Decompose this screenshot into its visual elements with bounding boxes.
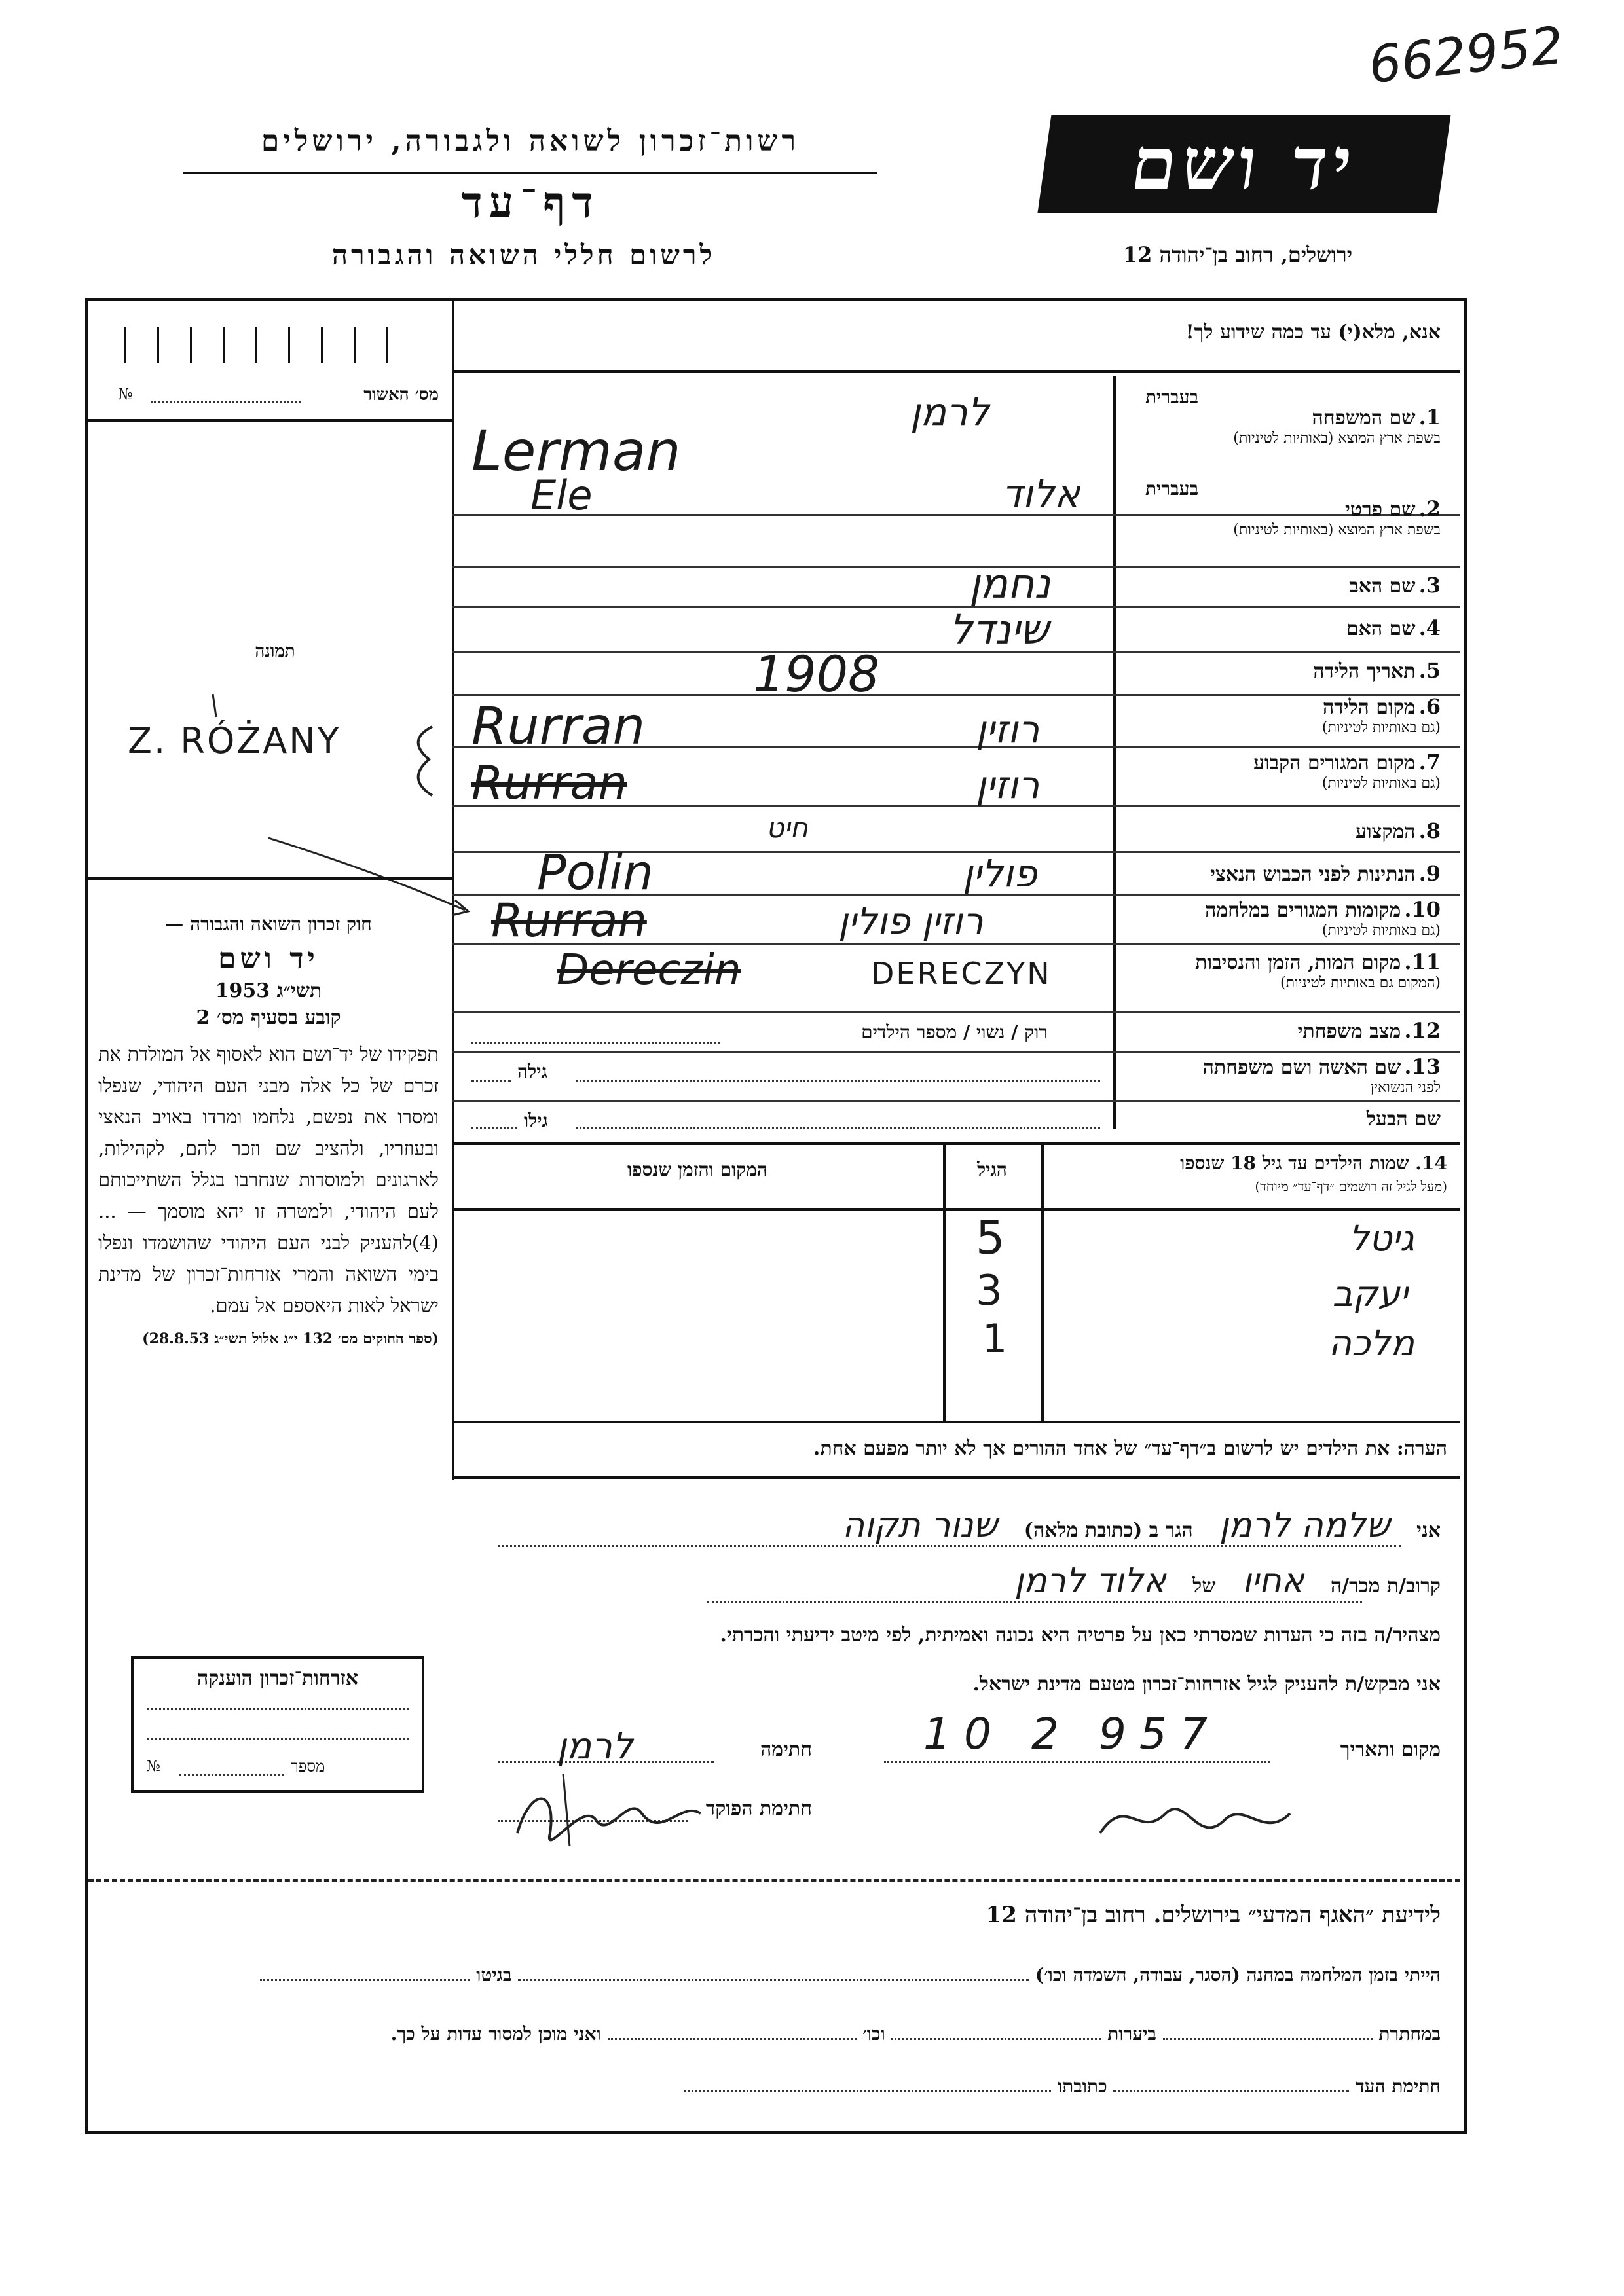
wife-age-label: גילה <box>517 1061 547 1082</box>
death-place-caps: DERECZYN <box>871 956 1052 991</box>
logo: יד ושם <box>1037 115 1450 213</box>
side-note-town: Z. RÓŻANY <box>128 720 341 761</box>
decl-line3: מצהיר/ה בזה כי העדות שמסרתי כאן על פרטיה היא נכונה ואמיתית, לפי מיטב ידיעתי והכרתי. <box>720 1624 1441 1647</box>
law-box <box>98 913 439 1347</box>
camp-field[interactable] <box>518 1979 1029 1981</box>
husband-age-label: גילו <box>524 1110 548 1131</box>
decl-line2: קרוב/ת מכר/ה אחיו של אלוד לרמן <box>1014 1561 1441 1601</box>
residence-latin: Rurran <box>471 756 627 810</box>
field-5-label: 5. תאריך הלידה <box>1313 658 1441 683</box>
field-3-label: 3. שם האב <box>1349 573 1441 598</box>
hebrew-col-label-2: בעברית <box>1145 478 1198 500</box>
birth-date: 1908 <box>753 645 880 703</box>
mother-name: שינדל <box>950 606 1049 653</box>
child-2-age: 3 <box>976 1267 1003 1315</box>
children-row-2 <box>458 1267 1454 1326</box>
children-header-rule <box>452 1208 1460 1211</box>
wife-name-field[interactable] <box>576 1080 1100 1082</box>
certificate-number-label: מספר <box>291 1757 325 1776</box>
given-name-latin: Ele <box>530 471 593 519</box>
birth-place-hebrew: רוזין <box>976 707 1040 752</box>
field-7-label: 7. מקום המגורים הקבוע (גם באותיות לטיניות) <box>1253 750 1441 792</box>
approval-no: № <box>118 385 133 403</box>
birth-place-latin: Rurran <box>471 697 646 756</box>
nationality-hebrew: פולין <box>963 851 1037 896</box>
father-name: נחמן <box>969 560 1051 608</box>
instruction-rule <box>452 370 1460 373</box>
field-12-label: 12. מצב משפחתי <box>1297 1018 1441 1043</box>
hebrew-col-label-1: בעברית <box>1145 386 1198 408</box>
rule-13 <box>452 1100 1460 1102</box>
footer-line3: חתימת העד כתובתו <box>458 2075 1441 2098</box>
forests-field[interactable] <box>891 2038 1101 2040</box>
field-11-label: 11. מקום המות, הזמן והנסיבות (המקום גם באותיות לטיניות) <box>1195 949 1441 991</box>
law-text: תפקידו של יד־ושם הוא לאסוף אל המולדת את זכרם של כל אלה מבני העם היהודי, שנפלו ומסרו את נפשם, נלחמו ומרדו באויב הנאצי ובעוזריו, ולהציב שם וזכר להם, לקהילות, לארגונים ולמוסדות שנחרבו בגלל השתייכותם לעם היהודי, ולמטרה זו יהא מוסמך — ...(4)להעניק לבני העם היהודי שהושמדו ונפלו בימי השואה והמרי אזרחות־זכרון של מדינת ישראל לאות היאספם אל עמם. <box>98 1043 439 1317</box>
children-row-3 <box>458 1316 1454 1375</box>
ghetto-field[interactable] <box>260 1979 470 1981</box>
relation: אחיו <box>1242 1561 1304 1601</box>
law-clause: קובע בסעיף מס׳ 2 <box>196 1006 341 1029</box>
officer-sig-label: חתימת הפוקד <box>705 1797 812 1820</box>
field-2-label: 2. שם פרטי בשפת ארץ המוצא (באותיות לטיניות) <box>1233 496 1441 538</box>
child-1-name: גיטל <box>1348 1218 1414 1259</box>
declarant-address: שנור תקוה <box>842 1506 998 1545</box>
wartime-residence-hebrew: רוזין פולין <box>838 900 984 943</box>
authority-title: רשות־זכרון לשואה ולגבורה, ירושלים <box>261 124 800 158</box>
field-8-label: 8. המקצוע <box>1356 818 1441 843</box>
child-3-name: מלכה <box>1328 1322 1414 1364</box>
date-value: 10 2 957 <box>923 1709 1221 1759</box>
field-6-label: 6. מקום הלידה (גם באותיות לטיניות) <box>1321 694 1441 736</box>
side-note-arrows <box>98 681 491 943</box>
children-place-header: המקום והזמן שנספו <box>627 1159 767 1180</box>
approval-field[interactable] <box>151 401 301 403</box>
certificate-line-1[interactable] <box>147 1708 409 1710</box>
certificate-no: № <box>147 1758 160 1775</box>
decl-line1: אני שלמה לרמן הגר ב (כתובת מלאה) שנור תקוה <box>842 1506 1441 1545</box>
decl-line2-field[interactable] <box>707 1601 1362 1603</box>
decl-line4: אני מבקש/ת להעניק לגיל אזרחות־זכרון מטעם מדינת ישראל. <box>972 1673 1441 1696</box>
field-13-label: 13. שם האשה ושם משפחתה לפני הנשואין <box>1202 1054 1441 1096</box>
approval-barcode <box>124 327 419 363</box>
marital-options: רוק / נשוי / מספר הילדים <box>861 1021 1048 1043</box>
field-1-label: 1. שם המשפחה בשפת ארץ המוצא (באותיות לטיניות) <box>1233 405 1441 446</box>
law-title: חוק זכרון השואה והגבורה — <box>165 913 372 935</box>
instruction: אנא, מלא(י) עד כמה שידוע לך! <box>1185 321 1441 344</box>
footer-separator <box>88 1879 1460 1882</box>
remark-rule <box>452 1476 1460 1479</box>
field-9-label: 9. הנתינות לפני הכבוש הנאצי <box>1210 861 1441 886</box>
rule-11 <box>452 1011 1460 1013</box>
given-name-hebrew: אלוד <box>1002 471 1080 516</box>
witness-sig-field[interactable] <box>1113 2090 1349 2092</box>
children-header: 14. שמות הילדים עד גיל 18 שנספו (מעל לגיל זה רושמים ״דף־עד״ מיוחד) <box>1180 1152 1447 1194</box>
certificate-number-field[interactable] <box>179 1774 284 1776</box>
wartime-residence-latin: Rurran <box>491 894 647 947</box>
rule-2 <box>452 566 1460 568</box>
field-4-label: 4. שם האם <box>1346 615 1441 640</box>
wife-age-field[interactable] <box>471 1080 511 1082</box>
footer-title: לידיעת ״האגף המדעי״ בירושלים. רחוב בן־יהודה 12 <box>986 1902 1441 1928</box>
rule-14 <box>452 1142 1460 1145</box>
occupation: חיט <box>766 812 809 844</box>
declarant-name: שלמה לרמן <box>1219 1506 1390 1545</box>
certificate-line-2[interactable] <box>147 1738 409 1740</box>
approval-label: מס׳ האשור <box>363 385 439 405</box>
children-row-1 <box>458 1211 1454 1277</box>
witness-address-field[interactable] <box>684 2090 1051 2092</box>
law-year: תשי״ג 1953 <box>215 979 322 1002</box>
field-10-label: 10. מקומות המגורים במלחמה (גם באותיות לטיניות) <box>1205 897 1441 939</box>
decl-line1-field[interactable] <box>498 1545 1401 1547</box>
authority-underline <box>183 172 877 174</box>
underground-field[interactable] <box>1163 2038 1373 2040</box>
approval-rule <box>85 419 452 422</box>
form-title: דף־עד <box>461 177 600 228</box>
law-name: יד ושם <box>218 942 319 975</box>
signature-value: לרמן <box>557 1725 633 1768</box>
archive-number: 662952 <box>1366 16 1566 96</box>
nationality-latin: Polin <box>537 845 654 901</box>
relative-of: אלוד לרמן <box>1014 1561 1166 1601</box>
photo-label: תמונה <box>255 642 295 661</box>
child-1-age: 5 <box>976 1211 1005 1265</box>
labels-divider <box>1113 376 1116 1129</box>
law-rule <box>85 877 452 880</box>
footer-line1: הייתי בזמן המלחמה במחנה (הסגר, עבודה, השמדה וכו׳) בגיטו <box>105 1964 1441 1986</box>
place-date-field[interactable] <box>884 1761 1270 1763</box>
certificate-box <box>131 1656 424 1793</box>
footer-line2: במחתרת ביערות וכו׳ ואני מוכן למסור עדות על כך. <box>390 2023 1441 2045</box>
children-age-header: הגיל <box>977 1159 1007 1180</box>
rule-12 <box>452 1051 1460 1053</box>
certificate-title: אזרחות־זכרון הוענקה <box>196 1667 359 1690</box>
signature-label: חתימה <box>760 1738 812 1761</box>
child-2-name: יעקב <box>1332 1273 1408 1315</box>
surname-hebrew: לרמן <box>910 390 989 434</box>
death-place-latin: Dereczin <box>557 946 741 994</box>
place-date-label: מקום ותאריך <box>1340 1738 1441 1761</box>
residence-hebrew: רוזין <box>976 763 1040 807</box>
extra-signature <box>1087 1781 1303 1859</box>
address: ירושלים, רחוב בן־יהודה 12 <box>1122 242 1353 267</box>
children-count-field[interactable] <box>471 1042 720 1044</box>
law-source: (ספר החוקים מס׳ 132 י״ג אלול תשי״ג 28.8.53) <box>142 1330 439 1347</box>
child-3-age: 1 <box>982 1316 1008 1362</box>
form-subtitle: לרשום חללי השואה והגבורה <box>331 239 716 271</box>
husband-label: שם הבעל <box>1366 1108 1441 1131</box>
remark: הערה: את הילדים יש לרשום ב״דף־עד״ של אחד ההורים אך לא יותר מפעם אחת. <box>813 1437 1447 1460</box>
officer-signature <box>504 1761 714 1866</box>
children-bottom-rule <box>452 1421 1460 1423</box>
surname-latin: Lerman <box>471 419 681 483</box>
husband-age-field[interactable] <box>471 1127 517 1129</box>
husband-name-field[interactable] <box>576 1127 1100 1129</box>
etc-field[interactable] <box>608 2038 857 2040</box>
